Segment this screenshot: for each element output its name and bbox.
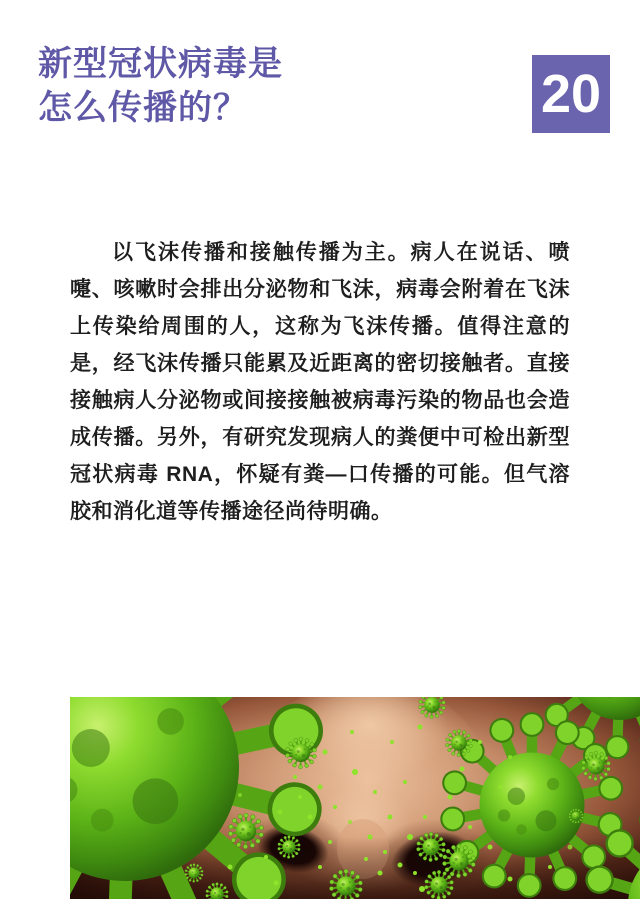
page-number-badge: 20 [532,55,610,133]
page-title-line2: 怎么传播的？ [38,89,248,127]
body-paragraph: 以飞沫传播和接触传播为主。病人在说话、喷嚏、咳嗽时会排出分泌物和飞沫，病毒会附着在飞沫上传染给周围的人，这称为飞沫传播。值得注意的是，经飞沫传播只能累及近距离的密切接触者。直接接触病人分泌物或间接接触被病毒污染的物品也会造成传播。另外，有研究发现病人的粪便中可检出新型冠状病毒 RNA，怀疑有粪—口传播的可能。但气溶胶和消化道等传播途径尚待明确。 [70,241,570,523]
page-title-line1: 新型冠状病毒是 [38,45,283,83]
virus-photo-illustration [70,697,640,899]
page-title [38,42,283,130]
virus-nose-photo [70,697,640,899]
